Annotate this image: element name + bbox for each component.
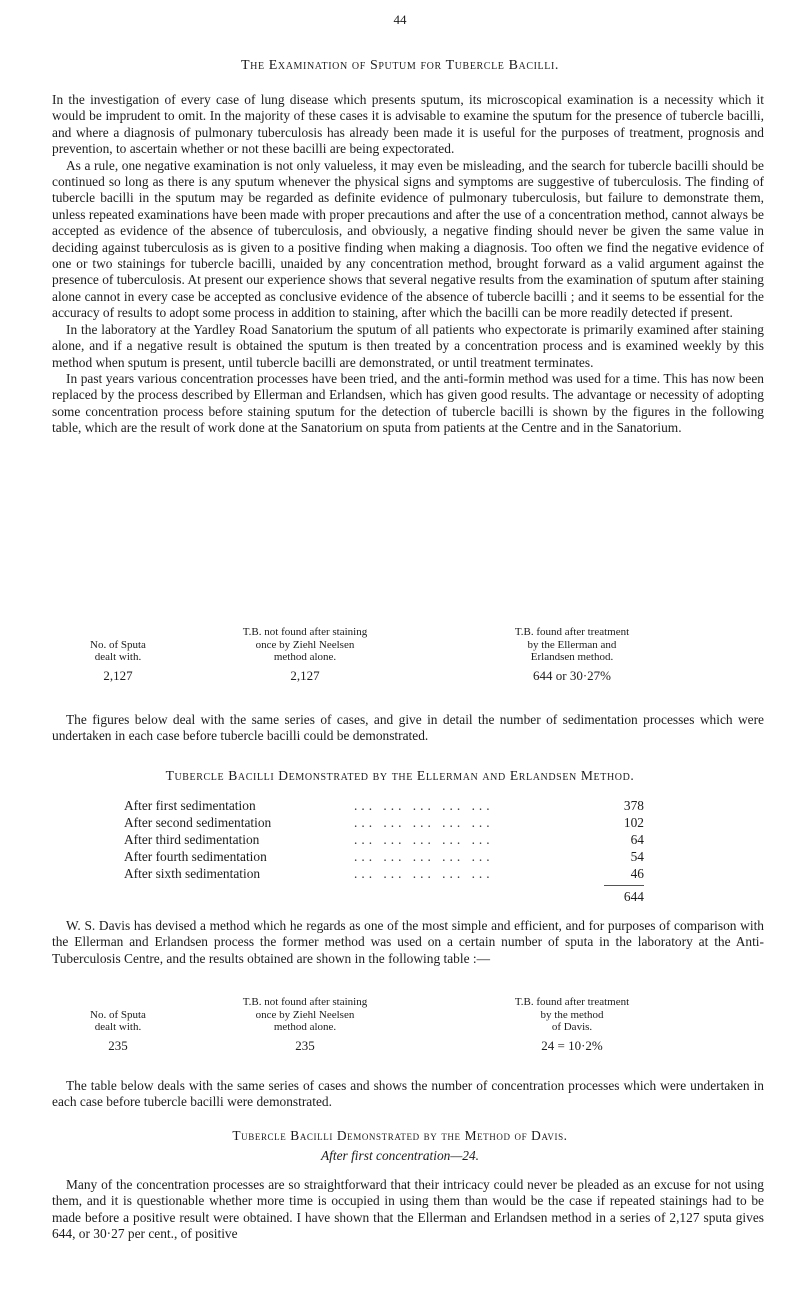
paragraph: As a rule, one negative examination is not only valueless, it may even be misleading, and the search for tubercle bacilli should be continued so long as there is any sputum whenever the physical signs and symptoms are suggestive of tuberculosis. The finding of tubercle bacilli in the sputum may be regarded as definite evidence of pulmonary tuberculosis, but failure to demonstrate them, unless repeated examinations have been made with proper precautions and after the use of a concentration method, cannot always be accepted as evidence of the absence of tuberculosis, and obviously, a negative finding should never be given the same value in deciding against tuberculosis as is given to a positive finding when making a diagnosis. Too often we find the negative evidence of one or two stainings for tubercle bacilli, unaided by any concentration method, brought forward as a valid argument against the presence of tuberculosis. At present our experience shows that several negative results from the examination of sputum after staining alone cannot in every case be accepted as conclusive evidence of the absence of tubercle bacilli ; and it seems to be essential for the accuracy of results to adopt some process in addition to staining, after which the bacilli can be more readily detected if present. (52, 157, 764, 321)
list-item-value: 46 (630, 866, 644, 881)
table-column-sputa (58, 626, 178, 682)
table-header-line: of Davis. (551, 1021, 593, 1033)
sedimentation-list (124, 798, 644, 883)
list-item-value: 64 (630, 832, 644, 847)
text-block (52, 1177, 764, 1243)
text-block (52, 1078, 764, 1111)
table-header-line: method alone. (273, 1021, 337, 1033)
leader-dots: ... ... ... ... ... (354, 849, 494, 864)
table-column-treatment (462, 996, 682, 1052)
paragraph: The table below deals with the same series of cases and shows the number of concentration processes which were undertaken in each case before tubercle bacilli were demonstrated. (52, 1078, 764, 1110)
leader-dots: ... ... ... ... ... (354, 798, 494, 813)
list-item-label: After second sedimentation (124, 815, 272, 830)
leader-dots: ... ... ... ... ... (354, 866, 494, 881)
table-header-line: Erlandsen method. (530, 651, 614, 663)
table-header-line: T.B. found after treatment (514, 626, 630, 638)
table-cell: 2,127 (103, 667, 133, 683)
list-item (124, 815, 644, 832)
table-column-treatment (462, 626, 682, 682)
paragraph: In the investigation of every case of lung disease which presents sputum, its microscopical examination is a necessity which it would be imprudent to omit. In the majority of these cases it is advisable to examine the sputum for the presence of tubercle bacilli, and where a diagnosis of pulmonary tuberculosis has already been made it is useful for the purposes of treatment, prognosis and prevention, to ascertain whether or not these bacilli are being expectorated. (52, 92, 764, 157)
text-block (52, 918, 764, 967)
list-item-label: After sixth sedimentation (124, 866, 261, 881)
section-heading: Tubercle Bacilli Demonstrated by the Ellerman and Erlandsen Method. (165, 768, 635, 783)
sedimentation-total: 644 (604, 885, 644, 905)
section-heading: The Examination of Sputum for Tubercle Bacilli. (240, 58, 559, 73)
list-item-value: 54 (630, 849, 644, 864)
list-item-value: 378 (623, 798, 644, 813)
intro-text (52, 92, 764, 437)
page-number: 44 (393, 12, 407, 27)
table-column-staining (205, 626, 405, 682)
text-block (52, 712, 764, 745)
table-header-line: dealt with. (94, 1021, 142, 1033)
section-heading: Tubercle Bacilli Demonstrated by the Method of Davis. (232, 1128, 568, 1143)
list-item (124, 832, 644, 849)
table-cell: 24 = 10·2% (541, 1037, 603, 1053)
list-item (124, 866, 644, 883)
list-item-label: After first sedimentation (124, 798, 256, 813)
paragraph: W. S. Davis has devised a method which he regards as one of the most simple and efficient, and for purposes of comparison with the Ellerman and Erlandsen process the former method was used on a certain number of sputa in the laboratory at the Anti-Tuberculosis Centre, and the results obtained are shown in the following table :— (52, 918, 764, 966)
table-header-line: dealt with. (94, 651, 142, 663)
table-header-line: No. of Sputa (90, 1008, 146, 1021)
table-column-staining (205, 996, 405, 1052)
leader-dots: ... ... ... ... ... (354, 832, 494, 847)
table-header-line: by the Ellerman and (527, 638, 617, 651)
table-cell: 235 (108, 1037, 128, 1053)
list-item-value: 102 (623, 815, 644, 830)
paragraph: In the laboratory at the Yardley Road Sanatorium the sputum of all patients who expectorate is primarily examined after staining alone, and if a negative result is obtained the sputum is then treated by a concentration process and is examined weekly by this method when sputum is present, until tubercle bacilli are demonstrated, or until treatment terminates. (52, 321, 764, 370)
list-item-label: After fourth sedimentation (124, 849, 267, 864)
list-item-label: After third sedimentation (124, 832, 260, 847)
list-item (124, 798, 644, 815)
subheading: After first concentration—24. (320, 1148, 480, 1163)
table-cell: 235 (295, 1037, 315, 1053)
table-header-line: by the method (540, 1008, 604, 1021)
leader-dots: ... ... ... ... ... (354, 815, 494, 830)
table-cell: 2,127 (290, 667, 320, 683)
paragraph: In past years various concentration processes have been tried, and the anti-formin method was used for a time. This has now been replaced by the process described by Ellerman and Erlandsen, which has given good results. The advantage or necessity of adopting some concentration process before staining sputum for the detection of tubercle bacilli is shown by the figures in the following table, which are the result of work done at the Sanatorium on sputa from patients at the Centre and in the Sanatorium. (52, 370, 764, 436)
table-header-line: T.B. not found after staining (242, 626, 368, 638)
table-header-line: once by Ziehl Neelsen (255, 638, 355, 651)
table-cell: 644 or 30·27% (533, 667, 611, 683)
table-header-line: once by Ziehl Neelsen (255, 1008, 355, 1021)
list-item (124, 849, 644, 866)
paragraph: The figures below deal with the same series of cases, and give in detail the number of sedimentation processes which were undertaken in each case before tubercle bacilli could be demonstrated. (52, 712, 764, 744)
paragraph: Many of the concentration processes are so straightforward that their intricacy could never be pleaded as an excuse for not using them, and it is questionable whether more time is occupied in using them than would be the case if repeated stainings had to be made before a positive result were obtained. I have shown that the Ellerman and Erlandsen method in a series of 2,127 sputa gives 644, or 30·27 per cent., of positive (52, 1177, 764, 1242)
table-column-sputa (58, 996, 178, 1052)
table-header-line: No. of Sputa (90, 638, 146, 651)
table-header-line: T.B. not found after staining (242, 996, 368, 1008)
table-header-line: T.B. found after treatment (514, 996, 630, 1008)
table-header-line: method alone. (273, 651, 337, 663)
